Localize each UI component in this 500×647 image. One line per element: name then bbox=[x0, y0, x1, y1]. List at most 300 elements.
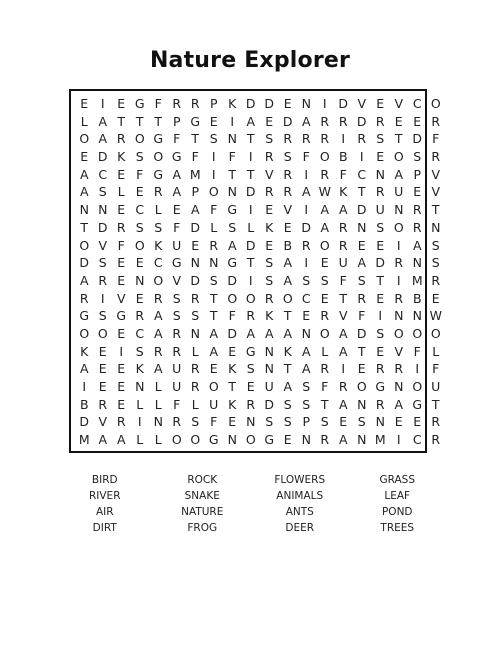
grid-cell: I bbox=[378, 308, 383, 324]
grid-cell: I bbox=[248, 272, 253, 288]
grid-row bbox=[75, 95, 445, 113]
grid-cell: I bbox=[304, 255, 309, 271]
grid-cell: F bbox=[358, 308, 366, 324]
grid-cell: A bbox=[172, 166, 182, 182]
grid-cell: A bbox=[338, 325, 348, 341]
grid-cell: K bbox=[228, 396, 237, 412]
grid-cell: A bbox=[209, 325, 219, 341]
word-list-item: ANTS bbox=[285, 506, 314, 518]
grid-cell: S bbox=[376, 131, 385, 147]
grid-cell: E bbox=[357, 237, 366, 253]
grid-cell: G bbox=[412, 396, 423, 412]
grid-cell: A bbox=[412, 237, 422, 253]
grid-cell: R bbox=[412, 219, 422, 235]
word-list-item: TREES bbox=[380, 522, 415, 534]
grid-cell: E bbox=[283, 219, 292, 235]
grid-cell: R bbox=[431, 113, 441, 129]
grid-cell: L bbox=[321, 343, 329, 359]
grid-cell: R bbox=[116, 131, 126, 147]
grid-cell: E bbox=[228, 343, 237, 359]
grid-cell: C bbox=[135, 325, 145, 341]
grid-cell: E bbox=[80, 149, 89, 165]
grid-cell: S bbox=[172, 290, 181, 306]
grid-cell: C bbox=[412, 96, 422, 111]
grid-cell: S bbox=[265, 414, 274, 430]
grid-cell: R bbox=[209, 237, 219, 253]
grid-cell: L bbox=[191, 396, 199, 412]
grid-cell: R bbox=[283, 184, 293, 200]
grid-cell: P bbox=[209, 96, 218, 111]
grid-cell: A bbox=[338, 396, 348, 412]
grid-cell: A bbox=[209, 343, 219, 359]
grid-cell: E bbox=[117, 325, 126, 341]
page-title: Nature Explorer bbox=[149, 48, 351, 73]
grid-cell: B bbox=[79, 396, 89, 412]
grid-cell: K bbox=[80, 343, 89, 359]
grid-cell: R bbox=[172, 325, 182, 341]
grid-cell: A bbox=[153, 361, 163, 377]
grid-cell: U bbox=[431, 379, 441, 394]
grid-cell: V bbox=[172, 272, 182, 288]
grid-cell: R bbox=[264, 290, 274, 306]
grid-row bbox=[75, 272, 445, 290]
grid-cell: O bbox=[227, 290, 238, 306]
grid-cell: S bbox=[283, 149, 292, 165]
grid-cell: E bbox=[357, 361, 366, 377]
grid-cell: S bbox=[191, 308, 200, 324]
grid-cell: T bbox=[394, 131, 403, 147]
grid-cell: E bbox=[376, 96, 385, 111]
grid-cell: R bbox=[190, 379, 200, 394]
grid-cell: L bbox=[210, 219, 218, 235]
grid-cell: E bbox=[413, 113, 422, 129]
grid-cell: O bbox=[356, 379, 367, 394]
grid-cell: R bbox=[172, 96, 182, 111]
grid-cell: E bbox=[376, 237, 385, 253]
word-list-item: AIR bbox=[95, 506, 114, 518]
grid-cell: G bbox=[208, 432, 219, 448]
grid-cell: U bbox=[264, 379, 274, 394]
grid-cell: T bbox=[246, 166, 255, 182]
grid-cell: P bbox=[302, 414, 311, 430]
grid-cell: U bbox=[172, 379, 182, 394]
grid-cell: T bbox=[228, 166, 237, 182]
grid-cell: N bbox=[135, 379, 145, 394]
grid-cell: S bbox=[357, 272, 366, 288]
grid-cell: G bbox=[153, 166, 164, 182]
grid-cell: N bbox=[264, 343, 274, 359]
grid-cell: D bbox=[282, 113, 293, 129]
grid-cell: U bbox=[172, 237, 182, 253]
grid-cell: N bbox=[227, 432, 237, 448]
grid-cell: F bbox=[432, 361, 440, 377]
grid-cell: V bbox=[357, 96, 367, 111]
grid-cell: I bbox=[304, 202, 309, 218]
grid-cell: E bbox=[117, 96, 126, 111]
grid-cell: I bbox=[248, 149, 253, 165]
grid-cell: R bbox=[320, 308, 330, 324]
grid-cell: R bbox=[431, 149, 441, 165]
grid-cell: I bbox=[211, 149, 216, 165]
grid-cell: I bbox=[396, 272, 401, 288]
grid-cell: D bbox=[79, 414, 90, 430]
grid-cell: E bbox=[117, 255, 126, 271]
grid-cell: V bbox=[98, 414, 108, 430]
grid-cell: T bbox=[376, 272, 385, 288]
grid-cell: G bbox=[375, 379, 386, 394]
grid-cell: N bbox=[394, 308, 404, 324]
grid-cell: O bbox=[153, 272, 164, 288]
grid-cell: I bbox=[415, 361, 420, 377]
grid-cell: R bbox=[375, 184, 385, 200]
grid-cell: S bbox=[228, 219, 237, 235]
grid-cell: R bbox=[264, 184, 274, 200]
grid-cell: R bbox=[357, 290, 367, 306]
grid-cell: R bbox=[320, 131, 330, 147]
word-list bbox=[56, 472, 446, 536]
grid-cell: V bbox=[98, 237, 108, 253]
grid-cell: R bbox=[98, 396, 108, 412]
grid-row bbox=[75, 201, 445, 219]
grid-cell: N bbox=[301, 432, 311, 448]
grid-cell: T bbox=[431, 202, 440, 218]
grid-cell: R bbox=[375, 361, 385, 377]
grid-cell: V bbox=[116, 290, 126, 306]
grid-cell: V bbox=[394, 96, 404, 111]
grid-row bbox=[75, 413, 445, 431]
grid-cell: O bbox=[79, 237, 90, 253]
grid-cell: E bbox=[394, 414, 403, 430]
grid-cell: E bbox=[191, 237, 200, 253]
grid-cell: N bbox=[357, 432, 367, 448]
grid-cell: N bbox=[135, 272, 145, 288]
grid-cell: E bbox=[228, 414, 237, 430]
grid-cell: I bbox=[304, 166, 309, 182]
grid-cell: A bbox=[394, 166, 404, 182]
grid-cell: K bbox=[265, 219, 274, 235]
grid-cell: S bbox=[302, 272, 311, 288]
grid-cell: N bbox=[246, 414, 256, 430]
grid-cell: M bbox=[411, 272, 423, 288]
grid-cell: A bbox=[283, 325, 293, 341]
grid-cell: E bbox=[413, 414, 422, 430]
grid-cell: E bbox=[413, 184, 422, 200]
grid-cell: D bbox=[264, 396, 275, 412]
grid-cell: R bbox=[357, 131, 367, 147]
grid-cell: D bbox=[412, 131, 423, 147]
grid-cell: B bbox=[338, 149, 348, 165]
grid-cell: I bbox=[119, 343, 124, 359]
grid-cell: R bbox=[135, 308, 145, 324]
grid-cell: O bbox=[171, 432, 182, 448]
grid-row bbox=[75, 325, 445, 343]
grid-cell: I bbox=[341, 131, 346, 147]
grid-cell: R bbox=[283, 131, 293, 147]
grid-cell: D bbox=[356, 113, 367, 129]
grid-cell: D bbox=[338, 96, 349, 111]
grid-cell: A bbox=[264, 325, 274, 341]
grid-cell: R bbox=[431, 432, 441, 448]
word-list-item: NATURE bbox=[181, 506, 224, 518]
grid-cell: N bbox=[190, 255, 200, 271]
grid-row bbox=[75, 113, 445, 131]
grid-cell: B bbox=[412, 290, 422, 306]
grid-cell: E bbox=[246, 379, 255, 394]
grid-row bbox=[75, 254, 445, 272]
grid-cell: O bbox=[134, 237, 145, 253]
grid-cell: S bbox=[357, 414, 366, 430]
grid-cell: O bbox=[319, 149, 330, 165]
grid-cell: I bbox=[211, 166, 216, 182]
grid-row bbox=[75, 148, 445, 166]
grid-cell: O bbox=[430, 325, 441, 341]
word-list-item: POND bbox=[381, 506, 413, 518]
grid-cell: A bbox=[227, 237, 237, 253]
grid-cell: A bbox=[320, 202, 330, 218]
grid-cell: R bbox=[338, 237, 348, 253]
grid-cell: A bbox=[283, 272, 293, 288]
grid-cell: U bbox=[209, 396, 219, 412]
grid-cell: A bbox=[283, 255, 293, 271]
grid-cell: N bbox=[394, 379, 404, 394]
grid-cell: S bbox=[98, 184, 107, 200]
grid-cell: R bbox=[264, 149, 274, 165]
grid-cell: D bbox=[227, 325, 238, 341]
grid-cell: E bbox=[376, 149, 385, 165]
grid-cell: C bbox=[301, 290, 311, 306]
grid-cell: E bbox=[302, 308, 311, 324]
grid-cell: R bbox=[320, 432, 330, 448]
grid-cell: I bbox=[322, 96, 327, 111]
grid-cell: G bbox=[227, 255, 238, 271]
grid-cell: G bbox=[116, 308, 127, 324]
grid-cell: R bbox=[301, 237, 311, 253]
grid-cell: A bbox=[79, 361, 89, 377]
grid-cell: E bbox=[80, 96, 89, 111]
grid-cell: R bbox=[283, 166, 293, 182]
grid-cell: E bbox=[117, 396, 126, 412]
grid-cell: S bbox=[246, 361, 255, 377]
grid-cell: D bbox=[356, 325, 367, 341]
grid-cell: A bbox=[320, 219, 330, 235]
grid-cell: S bbox=[320, 414, 329, 430]
grid-cell: S bbox=[283, 414, 292, 430]
grid-cell: G bbox=[79, 308, 90, 324]
grid-cell: E bbox=[265, 202, 274, 218]
grid-cell: S bbox=[135, 219, 144, 235]
grid-cell: O bbox=[393, 219, 404, 235]
grid-cell: E bbox=[209, 113, 218, 129]
grid-row bbox=[75, 237, 445, 255]
grid-cell: E bbox=[339, 414, 348, 430]
grid-cell: I bbox=[230, 113, 235, 129]
grid-cell: E bbox=[394, 113, 403, 129]
grid-cell: T bbox=[154, 113, 163, 129]
grid-cell: A bbox=[338, 432, 348, 448]
grid-cell: A bbox=[301, 361, 311, 377]
grid-cell: O bbox=[245, 290, 256, 306]
grid-cell: M bbox=[78, 432, 90, 448]
grid-cell: S bbox=[209, 131, 218, 147]
grid-cell: R bbox=[172, 414, 182, 430]
grid-cell: F bbox=[136, 166, 144, 182]
grid-cell: I bbox=[396, 432, 401, 448]
grid-cell: T bbox=[246, 131, 255, 147]
grid-cell: S bbox=[265, 131, 274, 147]
grid-cell: B bbox=[283, 237, 293, 253]
grid-cell: G bbox=[153, 131, 164, 147]
grid-cell: D bbox=[375, 255, 386, 271]
grid-cell: A bbox=[301, 184, 311, 200]
grid-cell: G bbox=[264, 432, 275, 448]
grid-cell: L bbox=[80, 113, 88, 129]
grid-cell: K bbox=[154, 237, 163, 253]
grid-cell: N bbox=[227, 131, 237, 147]
word-search-grid bbox=[69, 89, 442, 453]
grid-cell: S bbox=[172, 308, 181, 324]
word-list-item: LEAF bbox=[384, 490, 411, 502]
grid-cell: E bbox=[320, 290, 329, 306]
grid-cell: E bbox=[117, 379, 126, 394]
grid-cell: E bbox=[265, 113, 274, 129]
grid-cell: F bbox=[228, 149, 236, 165]
grid-cell: G bbox=[171, 255, 182, 271]
grid-cell: A bbox=[116, 432, 126, 448]
grid-cell: V bbox=[394, 343, 404, 359]
grid-cell: E bbox=[431, 290, 440, 306]
grid-cell: N bbox=[375, 414, 385, 430]
grid-cell: U bbox=[172, 361, 182, 377]
grid-cell: V bbox=[264, 166, 274, 182]
grid-cell: F bbox=[210, 414, 218, 430]
grid-cell: A bbox=[98, 432, 108, 448]
grid-row bbox=[75, 343, 445, 361]
grid-cell: A bbox=[357, 255, 367, 271]
grid-cell: R bbox=[153, 290, 163, 306]
grid-cell: P bbox=[172, 113, 181, 129]
grid-cell: S bbox=[265, 255, 274, 271]
grid-cell: F bbox=[413, 343, 421, 359]
grid-cell: R bbox=[246, 308, 256, 324]
grid-cell: F bbox=[210, 202, 218, 218]
grid-cell: O bbox=[319, 325, 330, 341]
grid-cell: R bbox=[246, 396, 256, 412]
grid-cell: D bbox=[190, 272, 201, 288]
grid-cell: O bbox=[430, 96, 441, 111]
grid-cell: C bbox=[153, 255, 163, 271]
grid-cell: A bbox=[79, 166, 89, 182]
grid-cell: U bbox=[338, 255, 348, 271]
grid-cell: E bbox=[117, 361, 126, 377]
grid-cell: F bbox=[173, 131, 181, 147]
grid-cell: O bbox=[153, 149, 164, 165]
grid-cell: E bbox=[98, 361, 107, 377]
grid-cell: F bbox=[302, 149, 310, 165]
grid-cell: E bbox=[117, 202, 126, 218]
grid-cell: O bbox=[79, 131, 90, 147]
grid-cell: S bbox=[376, 325, 385, 341]
grid-cell: A bbox=[338, 202, 348, 218]
grid-cell: O bbox=[282, 290, 293, 306]
grid-cell: A bbox=[394, 396, 404, 412]
grid-cell: R bbox=[320, 361, 330, 377]
letter-grid bbox=[75, 95, 445, 449]
grid-cell: I bbox=[396, 237, 401, 253]
grid-cell: T bbox=[246, 255, 255, 271]
grid-cell: K bbox=[228, 96, 237, 111]
grid-cell: F bbox=[154, 96, 162, 111]
grid-cell: C bbox=[357, 166, 367, 182]
grid-cell: G bbox=[134, 96, 145, 111]
grid-cell: A bbox=[172, 184, 182, 200]
grid-cell: R bbox=[412, 202, 422, 218]
grid-cell: S bbox=[209, 272, 218, 288]
grid-cell: N bbox=[412, 255, 422, 271]
grid-cell: N bbox=[153, 414, 163, 430]
grid-cell: R bbox=[431, 272, 441, 288]
word-list-item: ROCK bbox=[187, 474, 218, 486]
grid-cell: T bbox=[320, 396, 329, 412]
grid-cell: D bbox=[227, 272, 238, 288]
grid-cell: D bbox=[356, 202, 367, 218]
grid-cell: I bbox=[82, 379, 87, 394]
word-list-item: GRASS bbox=[379, 474, 416, 486]
grid-cell: D bbox=[79, 255, 90, 271]
grid-cell: K bbox=[283, 343, 292, 359]
grid-cell: F bbox=[321, 379, 329, 394]
grid-cell: O bbox=[319, 237, 330, 253]
grid-cell: G bbox=[227, 202, 238, 218]
grid-cell: E bbox=[98, 343, 107, 359]
grid-cell: E bbox=[117, 166, 126, 182]
grid-cell: S bbox=[98, 255, 107, 271]
grid-cell: R bbox=[190, 290, 200, 306]
grid-cell: T bbox=[339, 290, 348, 306]
grid-cell: O bbox=[190, 432, 201, 448]
grid-cell: N bbox=[227, 184, 237, 200]
word-list-item: BIRD bbox=[91, 474, 118, 486]
grid-cell: R bbox=[98, 272, 108, 288]
grid-cell: D bbox=[245, 184, 256, 200]
grid-cell: P bbox=[413, 166, 422, 182]
grid-cell: R bbox=[116, 414, 126, 430]
grid-cell: T bbox=[283, 308, 292, 324]
grid-cell: R bbox=[375, 396, 385, 412]
grid-cell: S bbox=[191, 414, 200, 430]
grid-cell: O bbox=[79, 325, 90, 341]
grid-cell: O bbox=[97, 325, 108, 341]
grid-cell: N bbox=[412, 308, 422, 324]
grid-cell: R bbox=[338, 219, 348, 235]
grid-cell: O bbox=[134, 131, 145, 147]
grid-cell: R bbox=[301, 131, 311, 147]
grid-cell: A bbox=[98, 131, 108, 147]
grid-cell: S bbox=[154, 219, 163, 235]
grid-cell: T bbox=[283, 361, 292, 377]
grid-cell: O bbox=[208, 379, 219, 394]
grid-cell: R bbox=[190, 96, 200, 111]
grid-cell: K bbox=[135, 361, 144, 377]
grid-cell: I bbox=[341, 361, 346, 377]
grid-cell: G bbox=[190, 113, 201, 129]
grid-cell: N bbox=[79, 202, 89, 218]
word-list-item: FLOWERS bbox=[274, 474, 326, 486]
grid-cell: F bbox=[339, 272, 347, 288]
grid-cell: L bbox=[117, 184, 125, 200]
grid-cell: C bbox=[98, 166, 108, 182]
grid-cell: S bbox=[135, 149, 144, 165]
grid-cell: S bbox=[376, 219, 385, 235]
